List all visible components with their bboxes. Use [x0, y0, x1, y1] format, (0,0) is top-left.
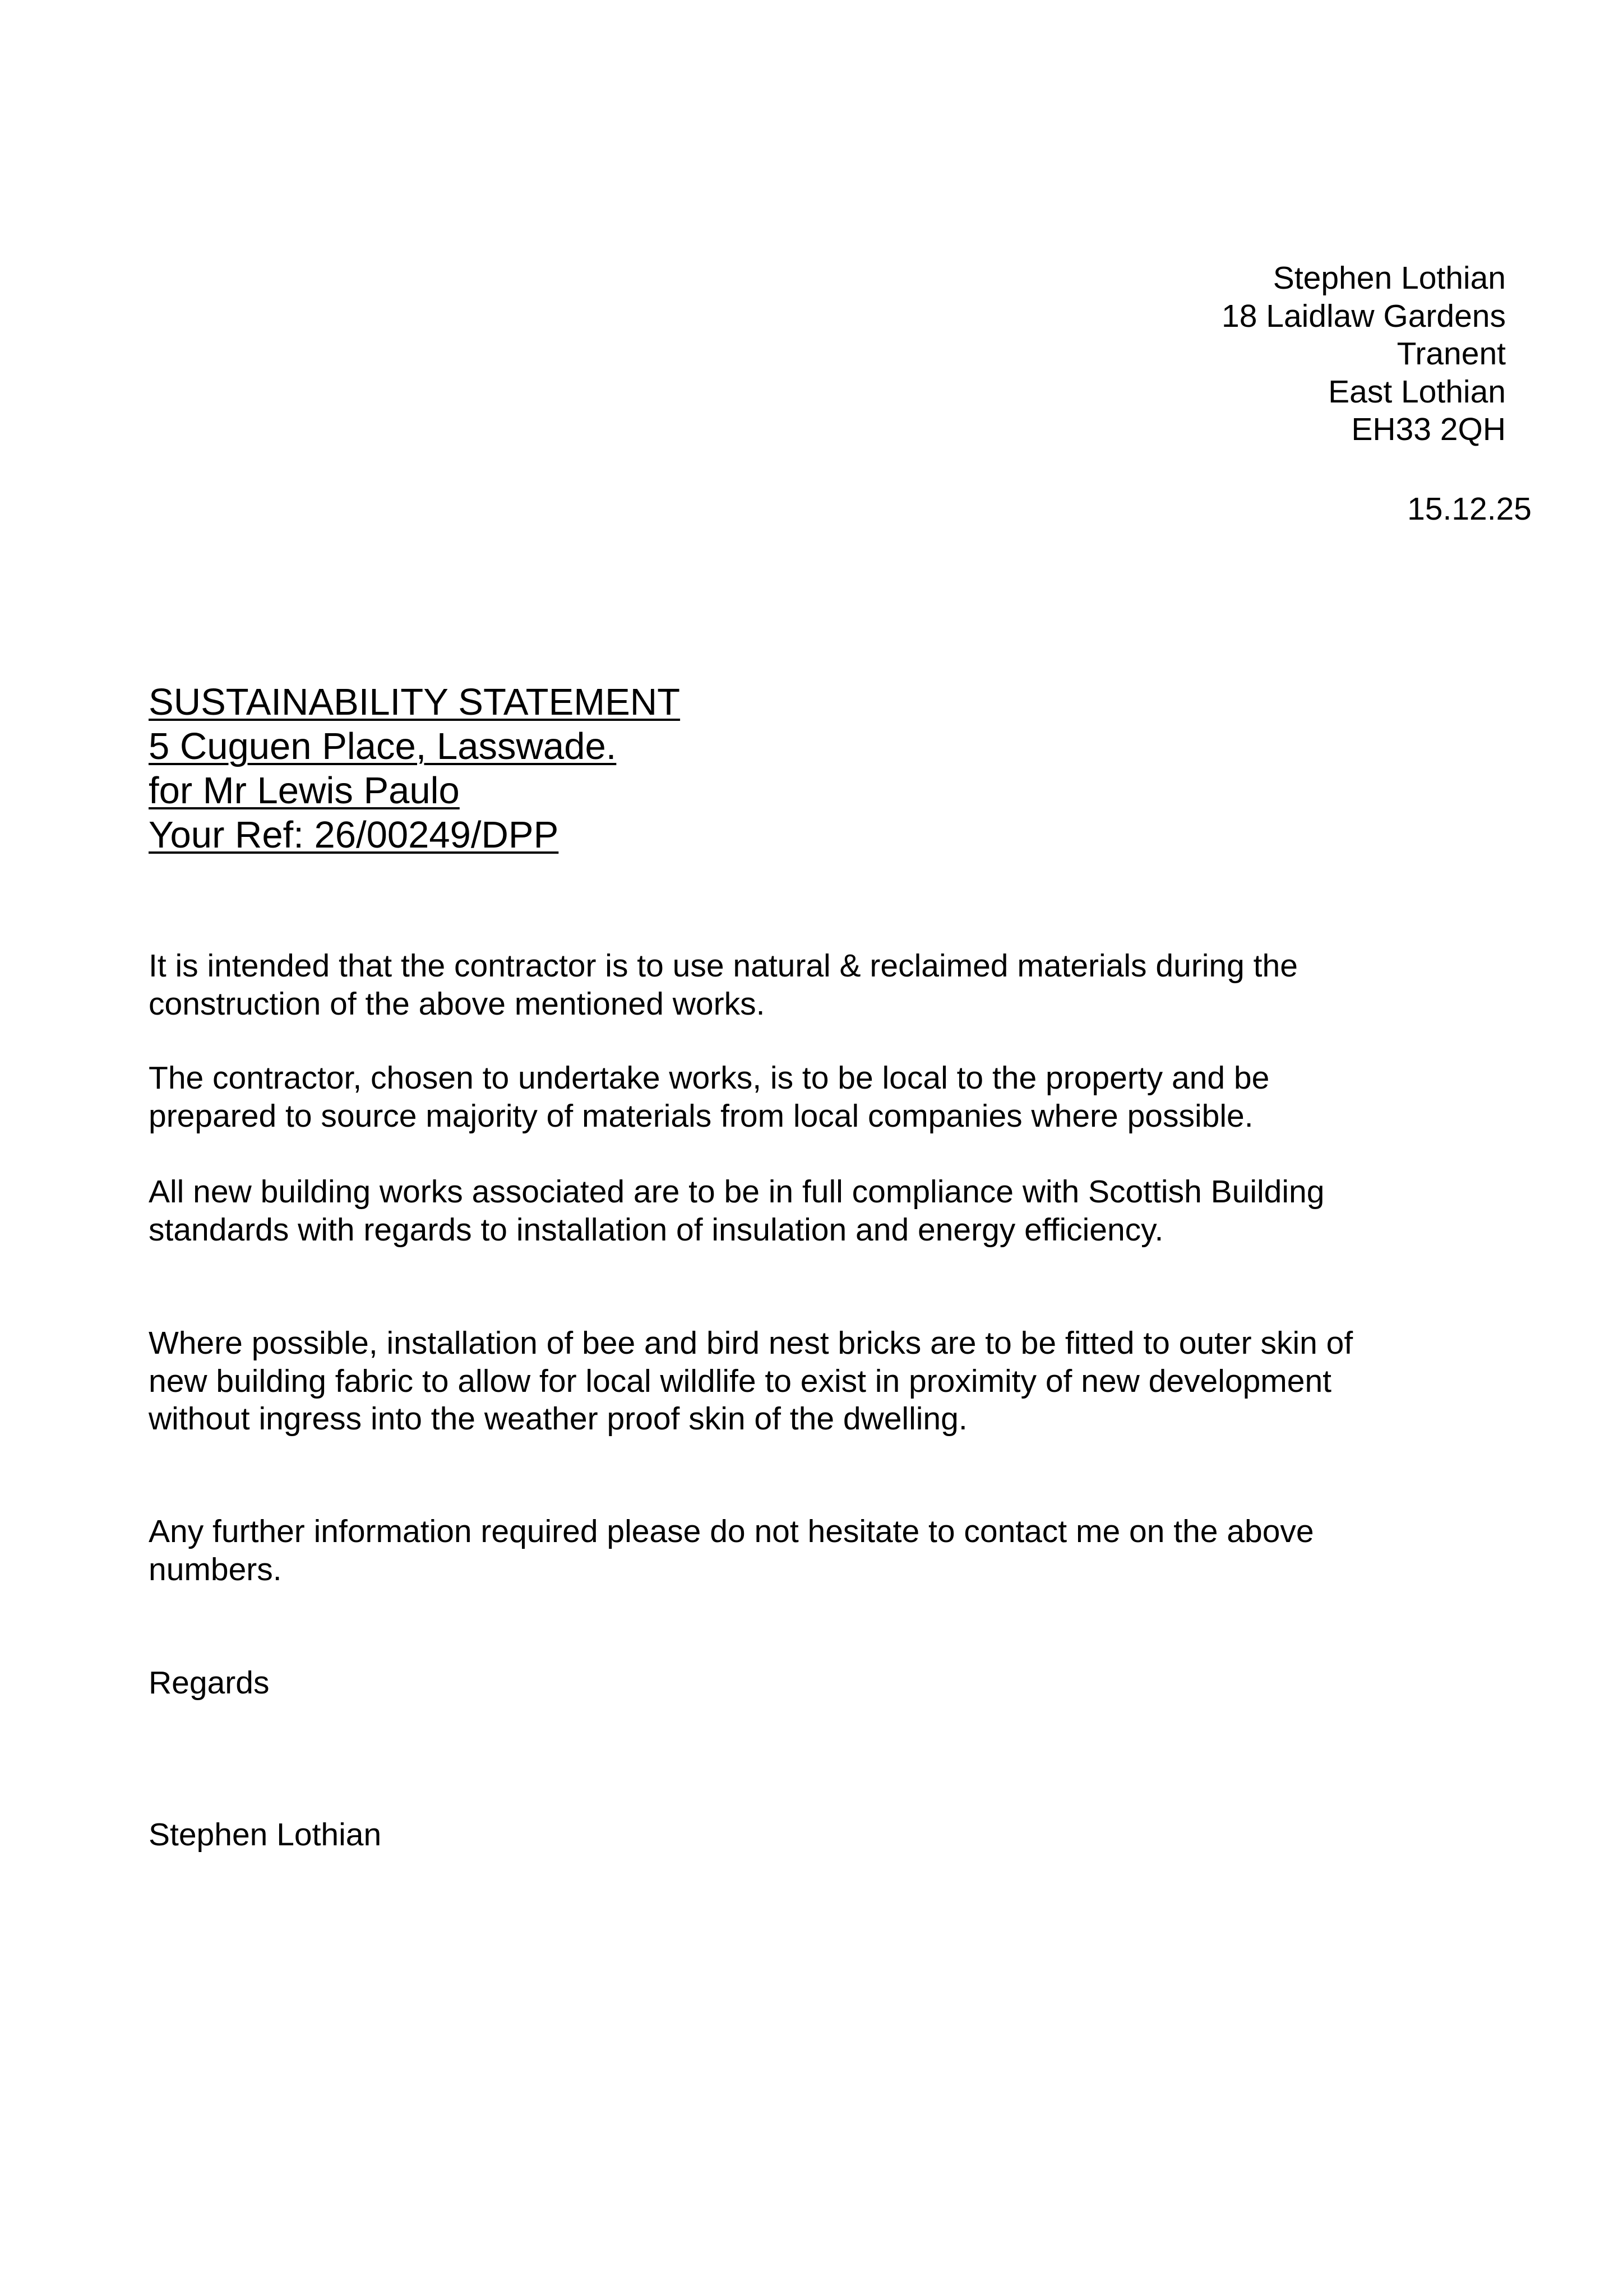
sender-town: Tranent: [1397, 336, 1506, 372]
subject-site: 5 Cuguen Place, Lasswade.: [149, 725, 617, 767]
paragraph-line: Any further information required please do not hesitate to contact me on the above: [149, 1513, 1314, 1549]
paragraph-line: numbers.: [149, 1551, 282, 1587]
paragraph-line: The contractor, chosen to undertake works, is to be local to the property and be: [149, 1060, 1270, 1096]
letter-date: 15.12.25: [1407, 491, 1532, 527]
body-paragraph-wildlife: [149, 1325, 1449, 1438]
paragraph-line: without ingress into the weather proof skin of the dwelling.: [149, 1401, 968, 1437]
sender-region: East Lothian: [1328, 373, 1506, 410]
paragraph-line: standards with regards to installation of insulation and energy efficiency.: [149, 1211, 1164, 1248]
paragraph-line: Where possible, installation of bee and bird nest bricks are to be fitted to outer skin of: [149, 1325, 1353, 1361]
subject-reference: Your Ref: 26/00249/DPP: [149, 814, 559, 856]
body-paragraph-contractor: [149, 1059, 1449, 1135]
body-paragraph-materials: [149, 947, 1449, 1023]
subject-client: for Mr Lewis Paulo: [149, 770, 460, 812]
paragraph-line: All new building works associated are to be in full compliance with Scottish Building: [149, 1174, 1325, 1210]
sender-address: [1222, 260, 1506, 449]
sender-name: Stephen Lothian: [1273, 260, 1506, 296]
paragraph-line: prepared to source majority of materials from local companies where possible.: [149, 1098, 1254, 1134]
sender-street: 18 Laidlaw Gardens: [1222, 298, 1506, 334]
paragraph-line: new building fabric to allow for local wildlife to exist in proximity of new development: [149, 1363, 1332, 1399]
paragraph-line: It is intended that the contractor is to use natural & reclaimed materials during the: [149, 948, 1298, 984]
subject-heading: SUSTAINABILITY STATEMENT: [149, 681, 681, 723]
body-paragraph-contact: [149, 1513, 1449, 1589]
subject-block: [149, 680, 680, 857]
sender-postcode: EH33 2QH: [1351, 411, 1506, 447]
paragraph-line: construction of the above mentioned works.: [149, 985, 765, 1022]
signature-name: Stephen Lothian: [149, 1817, 382, 1853]
closing-salutation: Regards: [149, 1665, 270, 1701]
body-paragraph-compliance: [149, 1173, 1449, 1249]
